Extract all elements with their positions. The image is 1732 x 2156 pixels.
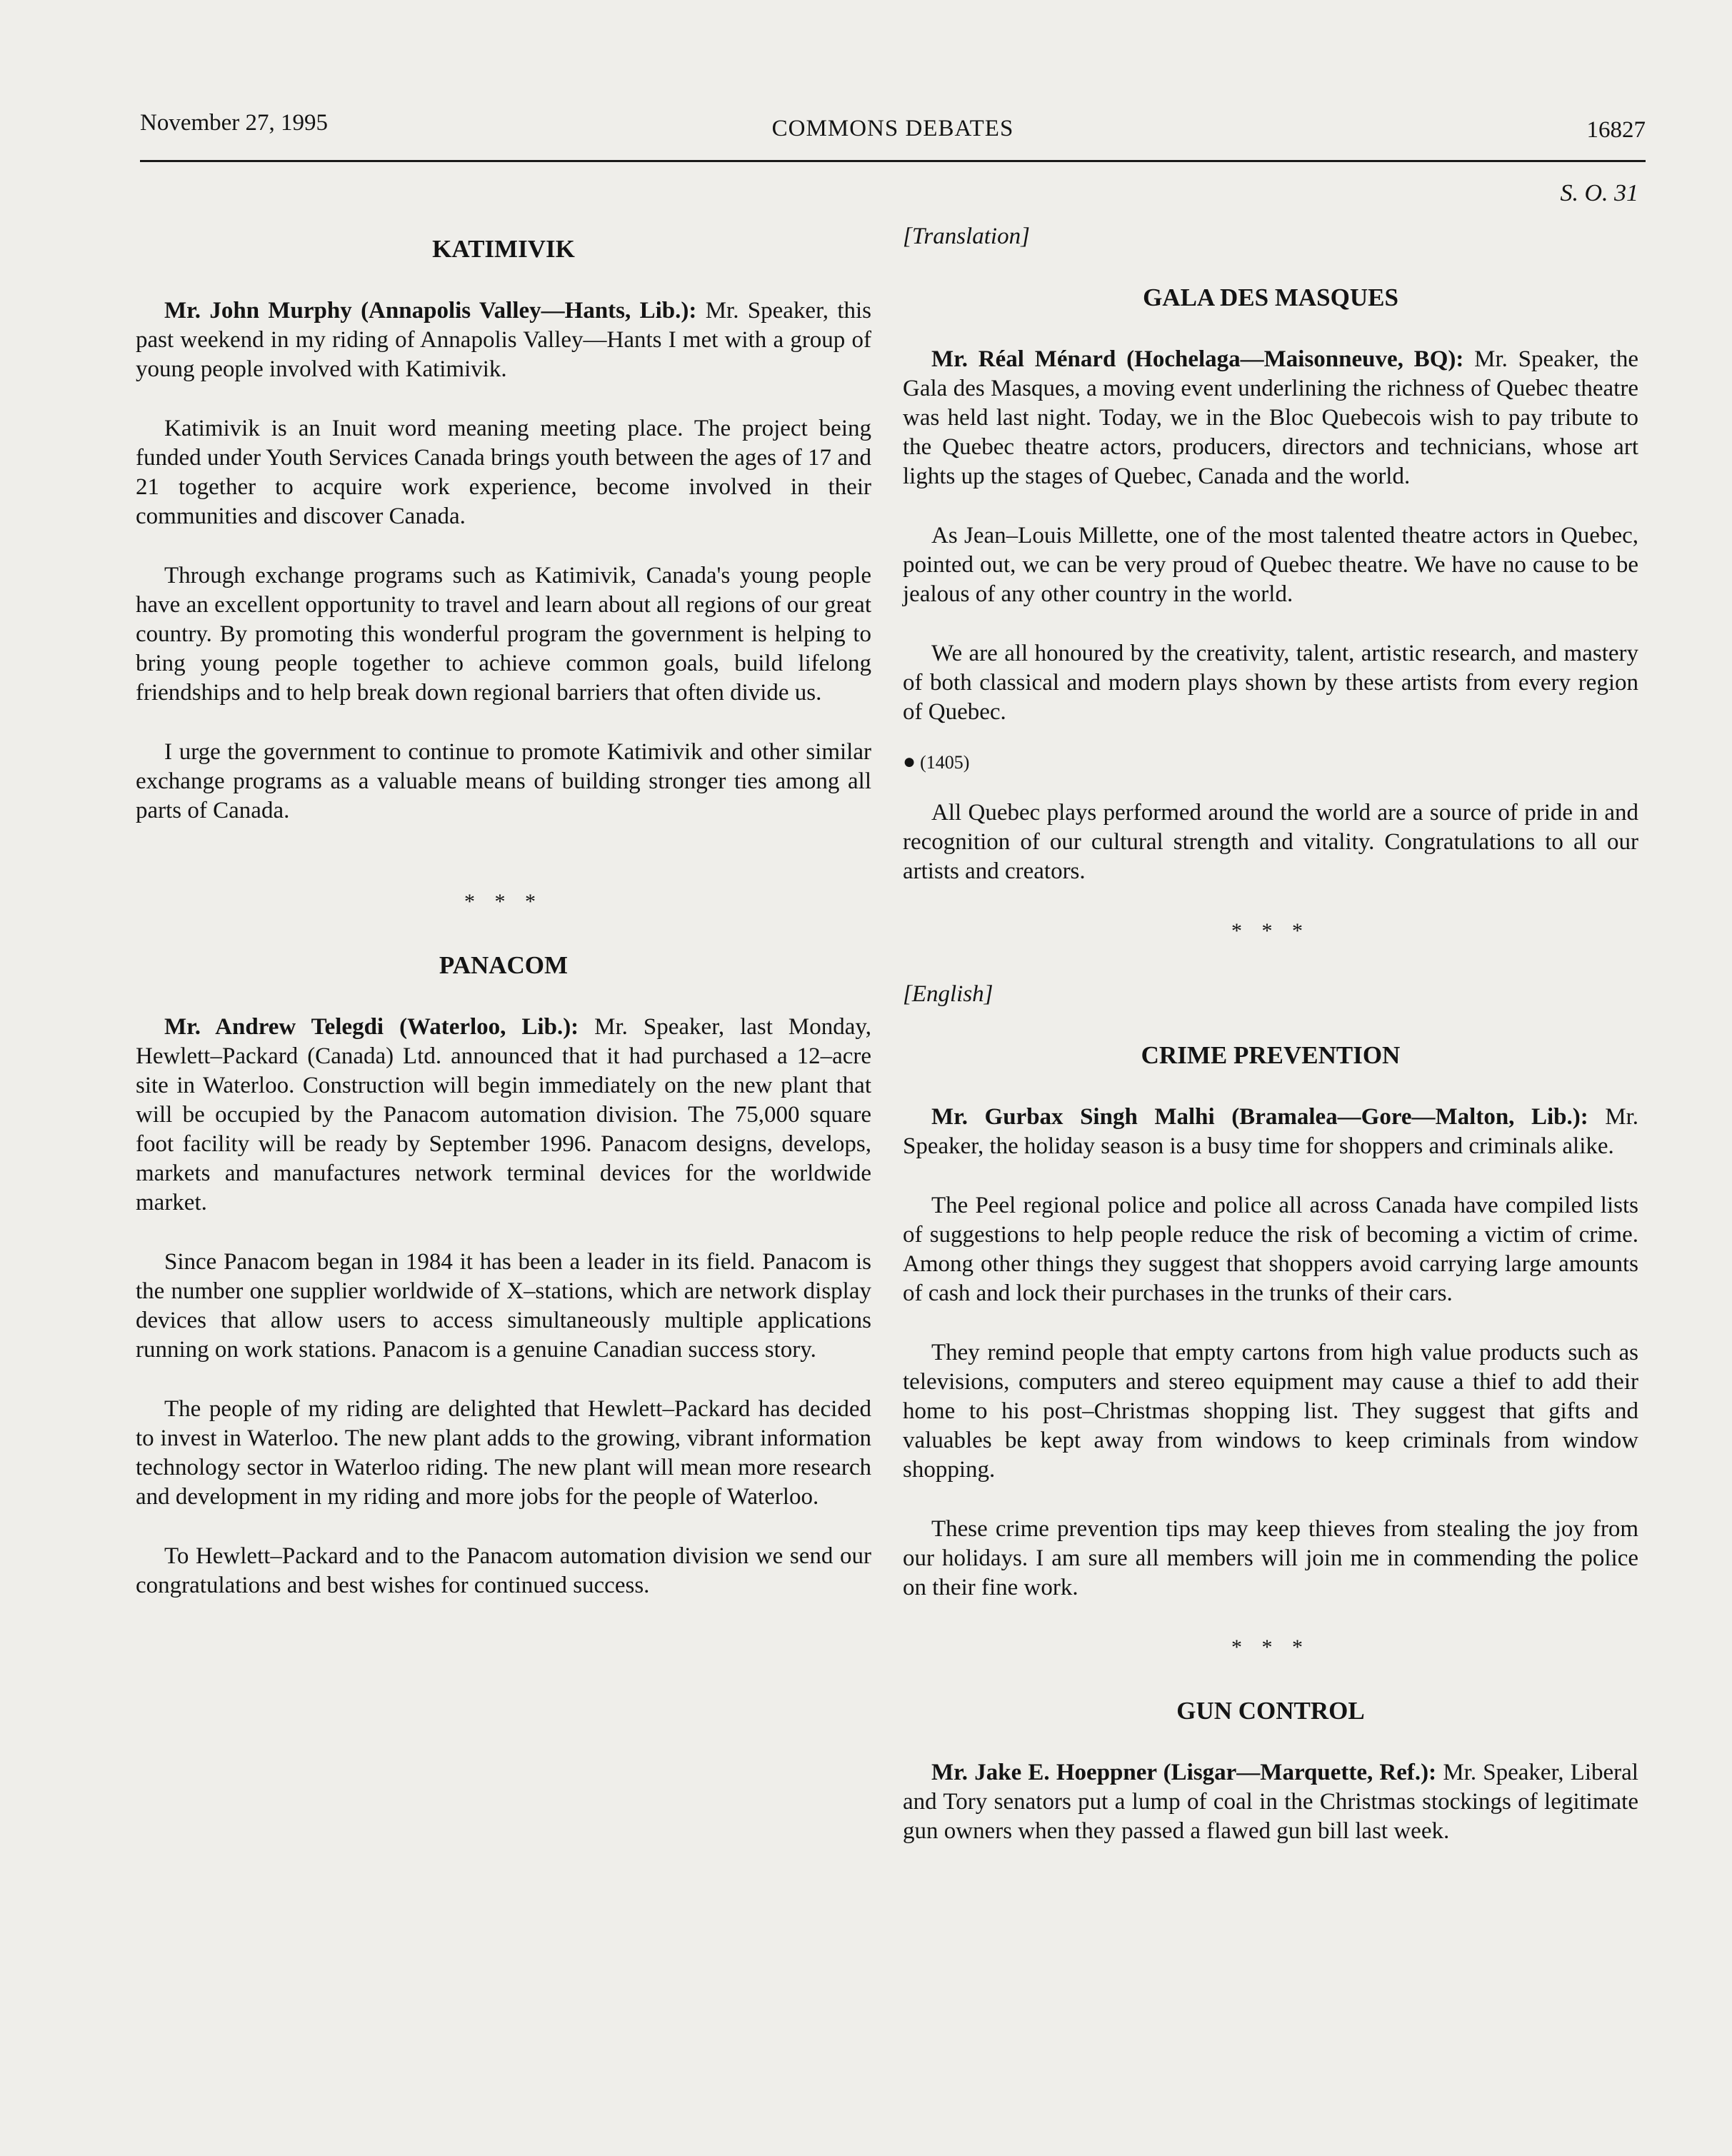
statement-paragraph: These crime prevention tips may keep thieves from stealing the joy from our holidays. I am sure all members will join me in commending the police on their fine work. (903, 1516, 1638, 1600)
left-column (136, 179, 871, 1630)
section-separator: * * * (464, 890, 543, 913)
english-label: [English] (903, 981, 993, 1007)
statement-paragraph (903, 345, 1638, 491)
header-page-number: 16827 (1586, 117, 1646, 143)
statement-paragraph (903, 1103, 1638, 1161)
statement-paragraph: The people of my riding are delighted that Hewlett–Packard has decided to invest in Waterloo. The new plant adds to the growing, vibrant information technology sector in Waterloo riding. The new plant will mean more research and development in my riding and more jobs for the people of Waterloo. (136, 1396, 871, 1510)
statement-paragraph (903, 1758, 1638, 1846)
statement-paragraph: As Jean–Louis Millette, one of the most talented theatre actors in Quebec, pointed out, we can be very proud of Quebec theatre. We have no cause to be jealous of any other country in the world. (903, 523, 1638, 607)
section-heading-gun-control: GUN CONTROL (1176, 1697, 1365, 1725)
time-marker (903, 747, 1638, 777)
paragraph-text: Mr. Speaker, the Gala des Masques, a moving event underlining the richness of Quebec theatre was held last night. Today, we in the Bloc Quebecois wish to pay tribute to the Quebec theatre actors, producers, directors and technicians, whose art lights up the stages of Quebec, Canada and the world. (903, 346, 1638, 489)
statement-paragraph: The Peel regional police and police all across Canada have compiled lists of suggestions to help people reduce the risk of becoming a victim of crime. Among other things they suggest that shoppers avoid carrying large amounts of cash and lock their purchases in the trunks of their cars. (903, 1193, 1638, 1306)
statement-paragraph: We are all honoured by the creativity, talent, artistic research, and mastery of both classical and modern plays shown by these artists from every region of Quebec. (903, 641, 1638, 725)
header-date: November 27, 1995 (140, 110, 329, 136)
paragraph-text: Mr. Speaker, Liberal and Tory senators put a lump of coal in the Christmas stockings of legitimate gun owners when they passed a flawed gun bill last week. (903, 1760, 1638, 1844)
header-rule (140, 160, 1646, 162)
speaker-name: Mr. Jake E. Hoeppner (Lisgar—Marquette, Ref.): (931, 1760, 1437, 1785)
section-heading-gala: GALA DES MASQUES (1143, 284, 1398, 311)
statement-paragraph: I urge the government to continue to promote Katimivik and other similar exchange programs as a valuable means of building stronger ties among all parts of Canada. (136, 739, 871, 823)
statement-paragraph: To Hewlett–Packard and to the Panacom automation division we send our congratulations and best wishes for continued success. (136, 1543, 871, 1598)
paragraph-text: Mr. Speaker, the holiday season is a busy time for shoppers and criminals alike. (903, 1104, 1639, 1159)
section-heading-crime-prevention: CRIME PREVENTION (1141, 1041, 1401, 1069)
time-marker-text: (1405) (920, 752, 970, 773)
speaker-name: Mr. John Murphy (Annapolis Valley—Hants, Lib.): (164, 298, 697, 324)
statement-paragraph: Through exchange programs such as Katimivik, Canada's young people have an excellent opportunity to travel and learn about all regions of our great country. By promoting this wonderful program the government is helping to bring young people together to achieve common goals, build lifelong friendships and to help break down regional barriers that often divide us. (136, 563, 871, 706)
page-header (140, 106, 1646, 149)
time-bullet-icon: ● (903, 750, 916, 773)
statement-paragraph: Since Panacom began in 1984 it has been a leader in its field. Panacom is the number one supplier worldwide of X–stations, which are network display devices that allow users to access simultaneously multiple applications running on work stations. Panacom is a genuine Canadian success story. (136, 1249, 871, 1363)
section-separator: * * * (1231, 919, 1310, 943)
section-separator: * * * (1231, 1635, 1310, 1659)
translation-label: [Translation] (903, 224, 1030, 249)
section-heading-katimivik: KATIMIVIK (432, 235, 575, 263)
speaker-name: Mr. Andrew Telegdi (Waterloo, Lib.): (164, 1014, 579, 1040)
statement-paragraph: They remind people that empty cartons from high value products such as televisions, computers and stereo equipment may cause a thief to add their home to his post–Christmas shopping list. They suggest that gifts and valuables be kept away from windows to keep criminals from window shopping. (903, 1340, 1638, 1483)
paragraph-text: Mr. Speaker, last Monday, Hewlett–Packard (Canada) Ltd. announced that it had purchased a 12–acre site in Waterloo. Construction will begin immediately on the new plant that will be occupied by the Panacom automation division. The 75,000 square foot facility will be ready by September 1996. Panacom designs, develops, markets and manufactures network terminal devices for the worldwide market. (136, 1014, 871, 1215)
paragraph-text: Mr. Speaker, this past weekend in my riding of Annapolis Valley—Hants I met with a group of young people involved with Katimivik. (136, 298, 872, 382)
statement-paragraph: Katimivik is an Inuit word meaning meeting place. The project being funded under Youth Services Canada brings youth between the ages of 17 and 21 together to acquire work experience, become involved in their communities and discover Canada. (136, 416, 871, 529)
statement-paragraph: All Quebec plays performed around the world are a source of pride in and recognition of our cultural strength and vitality. Congratulations to all our artists and creators. (903, 800, 1638, 884)
speaker-name: Mr. Réal Ménard (Hochelaga—Maisonneuve, BQ): (931, 346, 1464, 372)
speaker-name: Mr. Gurbax Singh Malhi (Bramalea—Gore—Malton, Lib.): (931, 1104, 1588, 1130)
statement-paragraph (136, 296, 871, 384)
standing-order-label: S. O. 31 (1560, 180, 1638, 206)
right-column (903, 179, 1638, 1876)
statement-paragraph (136, 1013, 871, 1218)
header-title: COMMONS DEBATES (771, 116, 1014, 141)
section-heading-panacom: PANACOM (439, 951, 569, 979)
